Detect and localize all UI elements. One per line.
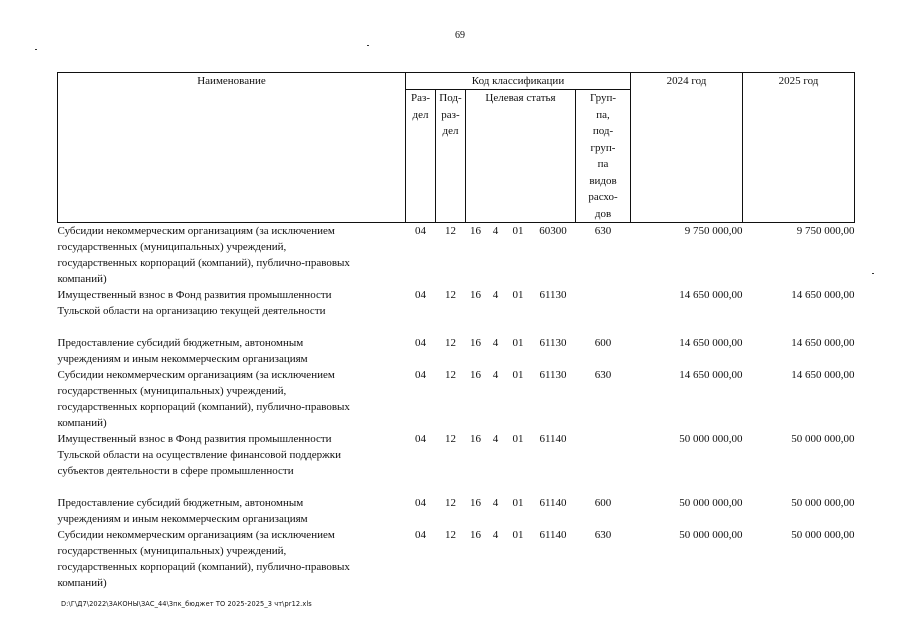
header-group-line: расхо-: [588, 191, 618, 203]
cell-name-line: Тульской области на организацию текущей деятельности: [57, 305, 326, 317]
cell-name-line: государственных корпораций (компаний), публично-правовых: [57, 401, 350, 413]
cell-name-line: Субсидии некоммерческим организациям (за исключением: [57, 225, 335, 237]
table-row: [58, 495, 855, 527]
cell-name: [58, 495, 406, 527]
cell-target-program: 16: [470, 225, 481, 237]
table-row: [58, 527, 855, 591]
cell-name-line: государственных корпораций (компаний), публично-правовых: [57, 257, 350, 269]
header-classification-code: Код классификации: [406, 73, 631, 90]
cell-expense-group: [576, 287, 631, 335]
budget-table: [57, 72, 855, 591]
cell-amount-2025: 14 650 000,00: [791, 337, 855, 349]
cell-name-line: субъектов деятельности в сфере промышленности: [57, 465, 294, 477]
cell-amount-2025: 9 750 000,00: [796, 225, 855, 237]
cell-name-line: компаний): [57, 577, 107, 589]
cell-target-subprogram: 4: [492, 225, 499, 237]
page-number: 69: [455, 30, 465, 41]
cell-target-program: 16: [470, 433, 481, 445]
cell-name-line: учреждениям и иным некоммерческим организациям: [57, 513, 308, 525]
cell-name-line: Субсидии некоммерческим организациям (за исключением: [57, 529, 335, 541]
header-group-line: па,: [596, 108, 610, 121]
table-row: [58, 287, 855, 335]
cell-expense-group: 630: [594, 369, 612, 381]
cell-amount-2025: 50 000 000,00: [791, 529, 855, 541]
cell-target-direction: 60300: [539, 225, 567, 237]
cell-target-direction: 61130: [539, 289, 567, 301]
table-row: [58, 335, 855, 367]
header-year-2024: 2024 год: [631, 73, 743, 223]
header-group-line: дов: [594, 207, 612, 220]
cell-expense-group: 600: [594, 497, 612, 509]
table-row: [58, 367, 855, 431]
cell-name-line: [58, 479, 406, 495]
header-group-line: груп-: [590, 141, 616, 154]
cell-section: 04: [415, 529, 426, 541]
cell-amount-2024: 50 000 000,00: [679, 433, 743, 445]
header-subsection-line: раз-: [441, 108, 460, 121]
cell-amount-2024: 14 650 000,00: [679, 369, 743, 381]
cell-target-subprogram: 4: [492, 337, 499, 349]
cell-target-direction: 61140: [539, 433, 567, 445]
file-path-footer: D:\Г\Д7\2022\ЗАКОНЫ\ЗАС_44\3пк_бюджет ТО 2025-2025_3 чт\pr12.xls: [61, 600, 312, 608]
header-subsection-line: Под-: [439, 92, 462, 104]
cell-target-program: 16: [470, 289, 481, 301]
header-expense-group: [576, 90, 631, 223]
table-row: [58, 431, 855, 495]
cell-section: 04: [415, 225, 426, 237]
header-section-line: Раз-: [410, 92, 430, 104]
header-group-line: видов: [589, 174, 617, 187]
cell-amount-2024: 50 000 000,00: [679, 497, 743, 509]
cell-amount-2024: 9 750 000,00: [684, 225, 743, 237]
cell-amount-2025: 50 000 000,00: [791, 497, 855, 509]
cell-target-subprogram: 4: [492, 529, 499, 541]
cell-amount-2024: 50 000 000,00: [679, 529, 743, 541]
cell-section: 04: [415, 337, 426, 349]
cell-target-subprogram: 4: [492, 369, 499, 381]
cell-target-event: 01: [512, 337, 524, 349]
cell-name-line: государственных корпораций (компаний), публично-правовых: [57, 561, 350, 573]
header-section: [406, 90, 436, 223]
header-subsection-line: дел: [442, 125, 459, 137]
cell-expense-group: 630: [594, 529, 612, 541]
cell-name: [58, 367, 406, 431]
header-name: Наименование: [58, 73, 406, 223]
cell-target-subprogram: 4: [492, 289, 499, 301]
cell-target-program: 16: [470, 529, 481, 541]
cell-subsection: 12: [445, 337, 456, 349]
cell-name-line: Предоставление субсидий бюджетным, автономным: [57, 497, 304, 509]
cell-name-line: государственных (муниципальных) учреждений,: [57, 545, 287, 557]
scan-speck: [35, 49, 37, 50]
cell-name-line: компаний): [57, 417, 107, 429]
cell-name-line: учреждениям и иным некоммерческим организациям: [57, 353, 308, 365]
cell-target-subprogram: 4: [492, 497, 499, 509]
cell-name-line: Имущественный взнос в Фонд развития промышленности: [57, 433, 332, 445]
cell-target-program: 16: [470, 497, 481, 509]
cell-target-event: 01: [512, 433, 524, 445]
table-row: [58, 223, 855, 288]
cell-amount-2025: 14 650 000,00: [791, 369, 855, 381]
cell-name-line: Предоставление субсидий бюджетным, автономным: [57, 337, 304, 349]
cell-target-subprogram: 4: [492, 433, 499, 445]
header-subsection: [436, 90, 466, 223]
cell-target-program: 16: [470, 369, 481, 381]
cell-expense-group: 630: [594, 225, 612, 237]
cell-amount-2024: 14 650 000,00: [679, 289, 743, 301]
table-body: [58, 223, 855, 592]
cell-target-direction: 61130: [539, 369, 567, 381]
cell-target-event: 01: [512, 289, 524, 301]
cell-target-direction: 61130: [539, 337, 567, 349]
cell-name: [58, 223, 406, 288]
cell-section: 04: [415, 433, 426, 445]
cell-subsection: 12: [445, 289, 456, 301]
cell-subsection: 12: [445, 225, 456, 237]
cell-subsection: 12: [445, 433, 456, 445]
cell-name-line: государственных (муниципальных) учреждений,: [57, 385, 287, 397]
cell-target-event: 01: [512, 369, 524, 381]
cell-name-line: Субсидии некоммерческим организациям (за исключением: [57, 369, 335, 381]
cell-section: 04: [415, 497, 426, 509]
scan-speck: [872, 273, 874, 274]
cell-amount-2025: 14 650 000,00: [791, 289, 855, 301]
cell-name-line: [58, 319, 406, 335]
cell-target-event: 01: [512, 529, 524, 541]
header-year-2025: 2025 год: [743, 73, 855, 223]
cell-name-line: компаний): [57, 273, 107, 285]
cell-target-direction: 61140: [539, 529, 567, 541]
cell-expense-group: [576, 431, 631, 495]
cell-subsection: 12: [445, 369, 456, 381]
cell-section: 04: [415, 369, 426, 381]
cell-target-direction: 61140: [539, 497, 567, 509]
cell-section: 04: [415, 289, 426, 301]
cell-name-line: государственных (муниципальных) учреждений,: [57, 241, 287, 253]
header-group-line: па: [597, 158, 609, 170]
cell-name: [58, 431, 406, 495]
cell-expense-group: 600: [594, 337, 612, 349]
header-target-article: Целевая статья: [466, 90, 576, 223]
cell-amount-2025: 50 000 000,00: [791, 433, 855, 445]
cell-name: [58, 527, 406, 591]
cell-target-event: 01: [512, 225, 524, 237]
cell-name-line: Имущественный взнос в Фонд развития промышленности: [57, 289, 332, 301]
scan-speck: [367, 45, 369, 46]
cell-target-event: 01: [512, 497, 524, 509]
cell-name: [58, 335, 406, 367]
header-section-line: дел: [412, 108, 429, 121]
cell-name-line: Тульской области на осуществление финансовой поддержки: [57, 449, 341, 461]
cell-subsection: 12: [445, 529, 456, 541]
cell-amount-2024: 14 650 000,00: [679, 337, 743, 349]
cell-name: [58, 287, 406, 335]
header-group-line: под-: [592, 125, 614, 137]
cell-target-program: 16: [470, 337, 481, 349]
header-group-line: Груп-: [589, 92, 617, 104]
cell-subsection: 12: [445, 497, 456, 509]
